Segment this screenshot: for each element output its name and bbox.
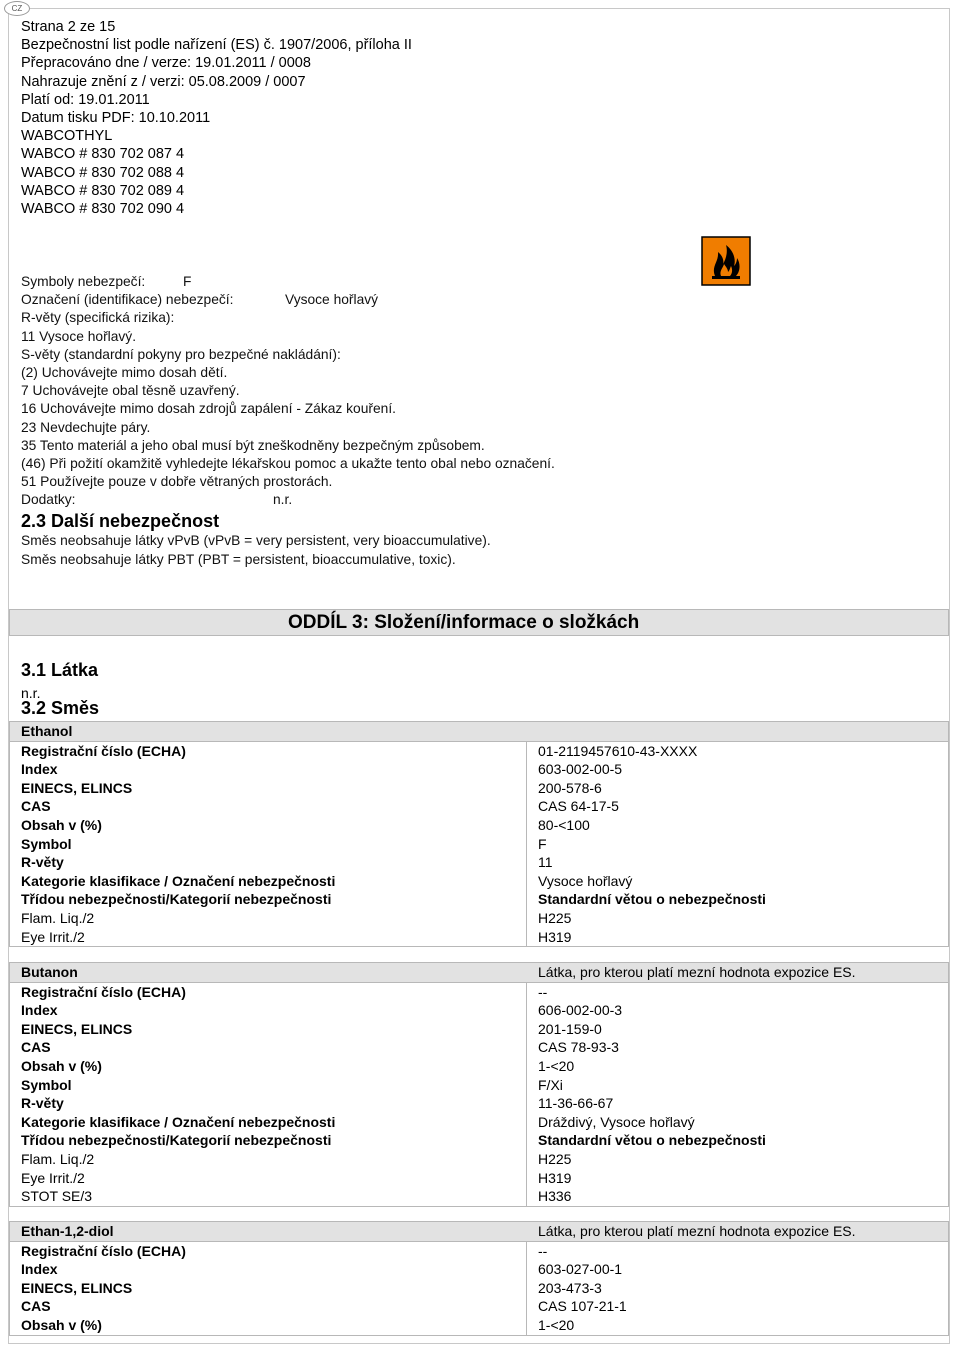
table-row <box>10 1113 948 1132</box>
supplementary-row <box>21 491 941 509</box>
cell-key: R-věty <box>21 1095 64 1112</box>
regulation-line: Bezpečnostní list podle nařízení (ES) č. 1907/2006, příloha II <box>21 37 412 54</box>
section-2-3-heading: 2.3 Další nebezpečnost <box>21 511 220 532</box>
cell-value: -- <box>538 1242 548 1259</box>
document-header <box>21 18 721 218</box>
cell-key: Třídou nebezpečnosti/Kategorií nebezpečnosti <box>21 891 332 908</box>
s-phrase-item: (46) Při požití okamžitě vyhledejte lékařskou pomoc a ukažte tento obal nebo označení. <box>21 455 555 471</box>
cell-value: F <box>538 835 547 852</box>
hazard-symbols-row <box>21 273 941 291</box>
cell-value: 11 <box>538 854 553 871</box>
table-row <box>10 909 948 928</box>
cell-key: Symbol <box>21 1076 72 1093</box>
cell-value: 201-159-0 <box>538 1020 602 1037</box>
cell-value: H336 <box>538 1188 572 1205</box>
cell-value: H319 <box>538 1169 572 1186</box>
labelling-section <box>21 273 941 569</box>
section-3-title: ODDÍL 3: Složení/informace o složkách <box>288 612 640 633</box>
cell-value: 1-<20 <box>538 1316 575 1333</box>
cell-value: H225 <box>538 909 572 926</box>
cell-key: Kategorie klasifikace / Označení nebezpečnosti <box>21 1113 336 1130</box>
cell-key: Eye Irrit./2 <box>21 928 85 945</box>
table-row <box>10 1279 948 1298</box>
cell-key: Symbol <box>21 835 72 852</box>
pbt-statement: Směs neobsahuje látky PBT (PBT = persistent, bioaccumulative, toxic). <box>21 551 456 567</box>
component-table-ethanol <box>9 721 949 947</box>
cell-value: 200-578-6 <box>538 779 602 796</box>
page-number: Strana 2 ze 15 <box>21 19 116 35</box>
table-row <box>10 928 948 947</box>
cell-key: Index <box>21 1261 58 1278</box>
table-row <box>10 1001 948 1020</box>
cell-key: Butanon <box>21 964 78 980</box>
cell-value: F/Xi <box>538 1076 563 1093</box>
supplementary-value: n.r. <box>273 492 293 508</box>
cell-value: 603-027-00-1 <box>538 1261 623 1278</box>
table-row <box>10 983 948 1002</box>
cell-value: Dráždivý, Vysoce hořlavý <box>538 1113 695 1130</box>
cell-key: Eye Irrit./2 <box>21 1169 85 1186</box>
product-code: WABCO # 830 702 089 4 <box>21 182 185 199</box>
product-code: WABCO # 830 702 090 4 <box>21 200 185 217</box>
table-row <box>10 1169 948 1188</box>
cell-key: Registrační číslo (ECHA) <box>21 983 186 1000</box>
revision-line: Přepracováno dne / verze: 19.01.2011 / 0008 <box>21 55 311 72</box>
cell-key: Flam. Liq./2 <box>21 1150 95 1167</box>
cell-value: H319 <box>538 928 572 945</box>
mixture-heading: 3.2 Směs <box>21 698 100 718</box>
hazard-symbols-label: Symboly nebezpečí: <box>21 274 146 289</box>
product-code: WABCO # 830 702 087 4 <box>21 146 185 163</box>
s-phrase-item: 35 Tento materiál a jeho obal musí být zneškodněny bezpečným způsobem. <box>21 437 485 453</box>
table-row <box>10 1242 948 1261</box>
table-row <box>10 1150 948 1169</box>
r-phrases-label: R-věty (specifická rizika): <box>21 310 175 326</box>
table-row <box>10 1297 948 1316</box>
cell-key: Ethan-1,2-diol <box>21 1223 114 1239</box>
s-phrase-item: 7 Uchovávejte obal těsně uzavřený. <box>21 383 240 399</box>
table-row <box>10 816 948 835</box>
cell-value: 80-<100 <box>538 816 590 833</box>
cell-key: Ethanol <box>21 723 73 739</box>
cell-key: CAS <box>21 798 51 815</box>
table-row <box>10 890 948 909</box>
cell-key: Obsah v (%) <box>21 1057 102 1074</box>
product-code: WABCO # 830 702 088 4 <box>21 164 185 181</box>
hazard-designation-label: Označení (identifikace) nebezpečí: <box>21 292 234 308</box>
table-row <box>10 853 948 872</box>
cell-key: Kategorie klasifikace / Označení nebezpečnosti <box>21 872 336 889</box>
cell-key: Flam. Liq./2 <box>21 909 95 926</box>
cell-key: STOT SE/3 <box>21 1188 93 1205</box>
cell-key: Registrační číslo (ECHA) <box>21 1242 186 1259</box>
cell-value: 203-473-3 <box>538 1279 602 1296</box>
cell-value: CAS 64-17-5 <box>538 798 619 815</box>
cell-value: CAS 78-93-3 <box>538 1039 619 1056</box>
component-table-ethanediol <box>9 1221 949 1336</box>
table-row <box>10 1260 948 1279</box>
cell-key: R-věty <box>21 854 64 871</box>
cell-value: 01-2119457610-43-XXXX <box>538 742 698 759</box>
cell-key: Index <box>21 761 58 778</box>
table-row <box>10 1316 948 1335</box>
cell-value: Látka, pro kterou platí mezní hodnota expozice ES. <box>538 1223 856 1239</box>
cell-key: CAS <box>21 1298 51 1315</box>
substance-value: n.r. <box>21 685 41 701</box>
product-name: WABCOTHYL <box>21 128 113 145</box>
table-row <box>10 742 948 761</box>
cell-value: 1-<20 <box>538 1057 575 1074</box>
substance-heading: 3.1 Látka <box>21 660 99 680</box>
r-phrase-item: 11 Vysoce hořlavý. <box>21 328 137 344</box>
language-badge: CZ <box>4 1 30 16</box>
cell-value: Látka, pro kterou platí mezní hodnota expozice ES. <box>538 964 856 980</box>
table-row <box>10 1038 948 1057</box>
table-row <box>10 779 948 798</box>
cell-value: Standardní větou o nebezpečnosti <box>538 1132 766 1149</box>
cell-key: CAS <box>21 1039 51 1056</box>
table-row <box>10 760 948 779</box>
table-row <box>10 1020 948 1039</box>
table-row <box>10 1076 948 1095</box>
table-row <box>10 963 948 983</box>
hazard-designation-value: Vysoce hořlavý <box>285 292 379 308</box>
cell-key: Třídou nebezpečnosti/Kategorií nebezpečnosti <box>21 1132 332 1149</box>
section-3-bar <box>9 609 949 636</box>
cell-key: Obsah v (%) <box>21 816 102 833</box>
vpvb-statement: Směs neobsahuje látky vPvB (vPvB = very persistent, very bioaccumulative). <box>21 533 491 549</box>
table-row <box>10 872 948 891</box>
s-phrase-item: (2) Uchovávejte mimo dosah dětí. <box>21 364 228 380</box>
hazard-designation-row <box>21 291 941 309</box>
cell-value: 606-002-00-3 <box>538 1002 623 1019</box>
table-row <box>10 1131 948 1150</box>
cell-value: H225 <box>538 1150 572 1167</box>
cell-key: EINECS, ELINCS <box>21 1279 133 1296</box>
cell-key: Index <box>21 1002 58 1019</box>
table-row <box>10 835 948 854</box>
cell-value: CAS 107-21-1 <box>538 1298 627 1315</box>
cell-key: EINECS, ELINCS <box>21 1020 133 1037</box>
s-phrase-item: 16 Uchovávejte mimo dosah zdrojů zapálení - Zákaz kouření. <box>21 401 397 417</box>
cell-value: Vysoce hořlavý <box>538 872 633 889</box>
table-row <box>10 722 948 742</box>
valid-from-line: Platí od: 19.01.2011 <box>21 91 150 108</box>
cell-value: 11-36-66-67 <box>538 1095 614 1112</box>
s-phrases-label: S-věty (standardní pokyny pro bezpečné nakládání): <box>21 346 341 362</box>
cell-value: -- <box>538 983 548 1000</box>
s-phrase-item: 23 Nevdechujte páry. <box>21 419 151 435</box>
supersedes-line: Nahrazuje znění z / verzi: 05.08.2009 / 0007 <box>21 73 306 90</box>
table-row <box>10 797 948 816</box>
cell-value: Standardní větou o nebezpečnosti <box>538 891 766 908</box>
table-row <box>10 1187 948 1206</box>
cell-key: Registrační číslo (ECHA) <box>21 742 186 759</box>
table-row <box>10 1222 948 1242</box>
cell-key: EINECS, ELINCS <box>21 779 133 796</box>
supplementary-label: Dodatky: <box>21 492 76 508</box>
hazard-symbols-value: F <box>183 274 192 289</box>
s-phrase-item: 51 Používejte pouze v dobře větraných prostorách. <box>21 474 333 490</box>
cell-key: Obsah v (%) <box>21 1316 102 1333</box>
component-table-butanon <box>9 962 949 1207</box>
table-row <box>10 1094 948 1113</box>
table-row <box>10 1057 948 1076</box>
cell-value: 603-002-00-5 <box>538 761 623 778</box>
print-date-line: Datum tisku PDF: 10.10.2011 <box>21 109 211 126</box>
